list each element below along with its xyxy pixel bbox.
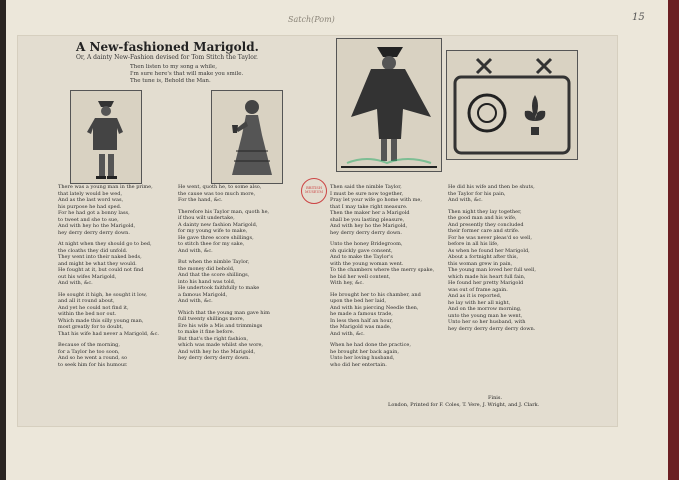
- verse-line: He fought at it, but could not find: [58, 267, 144, 273]
- verse-line: to make it fine before.: [178, 329, 235, 335]
- verse-line: he made a famous trade,: [330, 311, 393, 317]
- verse-line: When he had done the practice,: [330, 342, 411, 348]
- verse-line: that I may take right measure.: [330, 203, 408, 210]
- verse-line: And to make the Taylor's: [330, 254, 394, 260]
- verse-line: out his wifes Marigold,: [58, 273, 117, 280]
- verse-line: He gave three score shillings,: [178, 234, 254, 241]
- verse-column-4: [448, 184, 536, 332]
- verse-line: hey derry derry derry down.: [58, 229, 130, 236]
- verse-line: I must be sure now together,: [330, 190, 404, 197]
- verse-line: hey derry derry derry down.: [330, 229, 402, 236]
- woodcut-woman: [211, 90, 283, 184]
- verse-line: his purpose he had sped.: [58, 203, 122, 210]
- verse-line: At night when they should go to bed,: [58, 241, 152, 247]
- verse-line: And with hey ho the Marigold,: [178, 348, 256, 355]
- verse-line: oh quickly gave consent,: [330, 247, 393, 254]
- verse-line: And so he went a round, so: [58, 355, 127, 361]
- finis-text: Finis.: [488, 395, 503, 401]
- verse-line: that lately would be wed,: [58, 190, 123, 197]
- museum-stamp: BRITISH MUSEUM: [301, 178, 327, 204]
- ballad-title: A New-fashioned Marigold.: [76, 40, 259, 54]
- verse-line: the cloaths they did unfold.: [58, 247, 128, 254]
- verse-line: Therefore his Taylor man, quoth he,: [178, 208, 270, 215]
- verse-line: to tweet and she to sue,: [58, 216, 119, 223]
- verse-line: And yet he could not find it,: [58, 304, 129, 311]
- verse-line: And with, &c.: [178, 298, 213, 304]
- woodcut-cloaked-man-figure: [337, 39, 441, 171]
- verse-line: was out of frame again.: [448, 286, 508, 293]
- verse-line: which was made whilst she wore,: [178, 342, 264, 348]
- ballad-subtitle: Or, A dainty New-Fashion devised for Tom Stitch the Taylor.: [76, 54, 258, 61]
- verse-column-1: [58, 184, 159, 368]
- verse-line: hey derry derry derry down.: [178, 355, 250, 361]
- verse-column-3: [330, 184, 434, 368]
- verse-line: And with, &c.: [448, 197, 483, 203]
- verse-line: Which that the young man gave him: [178, 309, 270, 316]
- broadside-sheet: [18, 36, 617, 426]
- woodcut-emblem: [446, 50, 578, 160]
- verse-line: Because of the morning,: [58, 342, 120, 348]
- verse-line: the good man and his wife,: [448, 215, 517, 221]
- verse-line: And with his piercing Needle then,: [330, 304, 419, 311]
- verse-line: And with hey ho the Marigold,: [58, 223, 136, 229]
- verse-line: to stitch thee for my sake,: [178, 241, 245, 247]
- verse-line: which made his heart full fain,: [448, 273, 526, 280]
- woodcut-cloaked-man: [336, 38, 442, 172]
- verse-line: And on the morrow morning,: [448, 306, 522, 312]
- verse-line: he lay with her all night,: [448, 299, 511, 306]
- pencil-note: Satch(Pom): [288, 15, 335, 24]
- verse-line: who did her entertain.: [330, 361, 387, 368]
- verse-line: within the bed nor out.: [58, 311, 117, 317]
- verse-line: most greatly for to doubt,: [58, 324, 124, 330]
- woodcut-man: [70, 90, 142, 184]
- verse-line: the cause was too much more,: [178, 190, 256, 197]
- tune-line: I'm sure here's that will make you smile.: [130, 71, 244, 77]
- verse-line: he bid her well content,: [330, 273, 391, 280]
- verse-line: In less then half an hour,: [330, 317, 393, 324]
- verse-line: the Taylor for his pain,: [448, 190, 506, 197]
- verse-line: and all it round about,: [58, 298, 115, 304]
- verse-line: full twenty shillings more,: [178, 316, 245, 322]
- verse-line: He sought it high, he sought it low,: [58, 291, 148, 298]
- verse-line: There was a young man in the prime,: [58, 184, 153, 190]
- verse-line: A dainty new fashion Marigold,: [178, 221, 258, 228]
- verse-line: But when the nimble Taylor,: [178, 259, 250, 265]
- tune-lines: [130, 64, 243, 85]
- verse-line: And with, &c.: [330, 330, 365, 337]
- verse-line: Unto her loving husband,: [330, 355, 395, 361]
- verse-line: he brought her back again,: [330, 348, 399, 355]
- verse-line: As when he found her Marigold,: [448, 247, 530, 254]
- verse-line: into his hand was told,: [178, 278, 236, 285]
- verse-line: For he was never pleas'd so well,: [448, 234, 532, 241]
- verse-line: He undertook faithfully to make: [178, 285, 260, 291]
- woodcut-man-figure: [71, 91, 141, 183]
- verse-line: He brought her to his chamber, and: [330, 291, 421, 298]
- verse-line: To the chambers where the merry spake,: [330, 267, 435, 273]
- verse-line: And with, &c.: [58, 280, 93, 286]
- verse-line: Which made this silly young man,: [58, 317, 144, 324]
- verse-line: They went into their naked beds,: [58, 254, 142, 260]
- verse-line: And that the score shillings,: [178, 272, 250, 278]
- verse-line: He went, quoth he, to some also,: [178, 184, 262, 190]
- verse-line: the money did behold,: [178, 265, 235, 272]
- verse-line: And with, &c.: [178, 247, 213, 254]
- verse-line: before in all his life,: [448, 241, 499, 247]
- verse-line: Then the maker her a Marigold: [330, 210, 410, 216]
- verse-line: And as it is reported,: [448, 293, 502, 299]
- verse-line: for a Taylor he too soon,: [58, 348, 120, 355]
- verse-line: And with hey ho the Marigold,: [330, 223, 408, 229]
- verse-line: He did his wife and then be shuts,: [448, 184, 535, 190]
- verse-line: a famous Marigold,: [178, 291, 228, 298]
- verse-line: He found her pretty Marigold: [448, 280, 524, 286]
- verse-line: to seek him for his humour.: [58, 361, 128, 368]
- verse-line: this woman grew in pain,: [448, 260, 513, 267]
- album-spine: [668, 0, 679, 480]
- verse-line: Then said the nimble Taylor,: [330, 184, 402, 190]
- verse-line: That his wife had never a Marigold, &c.: [58, 330, 160, 337]
- tune-line: The tune is, Behold the Man.: [130, 78, 211, 84]
- verse-line: About a fortnight after this,: [448, 254, 519, 260]
- verse-line: Pray let your wife go home with me,: [330, 197, 422, 203]
- woodcut-rose-fleur-emblem: [447, 51, 577, 159]
- verse-line: for my young wife to make,: [178, 228, 248, 234]
- verse-line: For the hand, &c.: [178, 197, 223, 203]
- page-number: 15: [632, 12, 645, 23]
- verse-line: with the young woman went.: [330, 260, 404, 267]
- verse-line: if thou wilt undertake,: [178, 215, 235, 221]
- verse-line: For he had got a bonny lass,: [58, 210, 130, 216]
- verse-line: And presently they concluded: [448, 221, 524, 228]
- woodcut-woman-figure: [212, 91, 282, 183]
- verse-line: With hey, &c.: [330, 280, 364, 286]
- printer-imprint: London, Printed for F. Coles, T. Vere, J. Wright, and J. Clark.: [388, 402, 540, 408]
- verse-line: The young man loved her full well,: [448, 267, 536, 273]
- verse-line: Ere his wife a Mis and trimmings: [178, 322, 263, 329]
- verse-line: their former care and strife.: [448, 228, 520, 234]
- tune-line: Then listen to my song a while,: [130, 64, 217, 70]
- verse-line: unto the young man he went,: [448, 312, 523, 319]
- verse-column-2: [178, 184, 270, 362]
- verse-line: hey derry derry derry derry down.: [448, 325, 536, 332]
- verse-line: the Marigold was made,: [330, 324, 392, 330]
- verse-line: Unto the honey Bridegroom,: [330, 241, 403, 247]
- verse-line: Unto her so her husband, with: [448, 319, 526, 325]
- verse-line: And as the last word was,: [58, 197, 124, 203]
- verse-line: But that's the right fashion,: [178, 335, 249, 342]
- verse-line: Then night they lay together,: [448, 208, 522, 215]
- verse-line: shall be you lasting pleasure,: [330, 216, 405, 223]
- verse-line: upon the bed her laid,: [330, 298, 387, 304]
- verse-line: and might be what they would.: [58, 260, 137, 267]
